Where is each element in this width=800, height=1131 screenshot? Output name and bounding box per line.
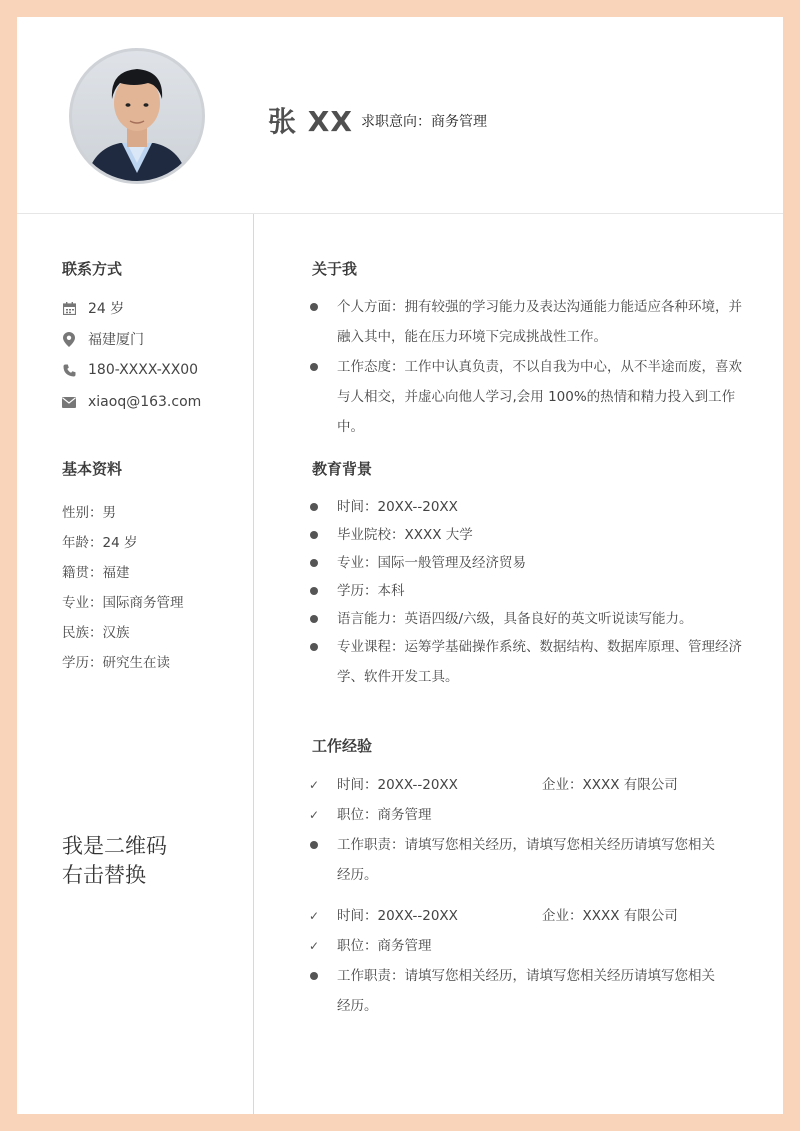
bullet-icon	[310, 587, 318, 595]
about-item	[312, 292, 752, 352]
basic-major: 专业：国际商务管理	[62, 595, 184, 611]
calendar-icon	[62, 301, 76, 315]
work-company: 企业：XXXX 有限公司	[542, 777, 678, 793]
work-duty-row	[312, 961, 752, 1021]
bullet-icon	[310, 559, 318, 567]
basic-info-title: 基本资料	[62, 460, 123, 478]
mail-icon	[62, 395, 76, 409]
work-title: 工作经验	[312, 737, 373, 755]
contact-phone: 180-XXXX-XX00	[88, 362, 199, 378]
contact-phone-row	[62, 360, 198, 380]
header	[17, 17, 783, 214]
bullet-icon	[310, 972, 318, 980]
qr-code-placeholder[interactable]	[62, 832, 167, 890]
qr-line-1: 我是二维码	[62, 834, 167, 858]
basic-origin: 籍贯：福建	[62, 565, 130, 581]
education-item	[312, 520, 752, 550]
qr-line-2: 右击替换	[62, 863, 146, 887]
work-time: 时间：20XX--20XX	[337, 908, 458, 924]
work-duty: 工作职责：请填写您相关经历，请填写您相关经历请填写您相关经历。	[337, 968, 715, 1014]
candidate-name: 张 XX	[268, 105, 353, 138]
contact-age: 24 岁	[88, 301, 125, 317]
education-major: 专业：国际一般管理及经济贸易	[337, 555, 526, 571]
check-icon: ✓	[309, 939, 320, 953]
education-item	[312, 576, 752, 606]
work-duty-row	[312, 830, 752, 890]
bullet-icon	[310, 531, 318, 539]
contact-title: 联系方式	[62, 260, 123, 278]
contact-email-row	[62, 392, 201, 412]
bullet-icon	[310, 503, 318, 511]
bullet-icon	[310, 643, 318, 651]
column-divider	[253, 214, 254, 1114]
profile-photo	[69, 48, 205, 184]
education-item	[312, 632, 752, 692]
basic-education: 学历：研究生在读	[62, 655, 170, 671]
check-icon: ✓	[309, 778, 320, 792]
education-school: 毕业院校：XXXX 大学	[337, 527, 473, 543]
check-icon: ✓	[309, 808, 320, 822]
bullet-icon	[310, 303, 318, 311]
contact-age-row	[62, 298, 124, 318]
education-item	[312, 548, 752, 578]
work-position-row	[309, 931, 752, 961]
basic-gender: 性别：男	[62, 505, 116, 521]
check-icon: ✓	[309, 909, 320, 923]
about-personal: 个人方面：拥有较强的学习能力及表达沟通能力能适应各种环境，并融入其中，能在压力环境下完成挑战性工作。	[337, 299, 742, 345]
phone-icon	[62, 363, 76, 377]
work-time: 时间：20XX--20XX	[337, 777, 458, 793]
education-degree: 学历：本科	[337, 583, 405, 599]
contact-location-row	[62, 329, 144, 349]
education-title: 教育背景	[312, 460, 373, 478]
basic-age: 年龄：24 岁	[62, 535, 138, 551]
work-time-row	[309, 770, 752, 800]
about-title: 关于我	[312, 260, 358, 278]
resume-sheet	[17, 17, 783, 1114]
work-position: 职位：商务管理	[337, 807, 432, 823]
work-position: 职位：商务管理	[337, 938, 432, 954]
about-attitude: 工作态度：工作中认真负责，不以自我为中心，从不半途而废，喜欢与人相交，并虚心向他人学习,会用 100%的热情和精力投入到工作中。	[337, 359, 742, 435]
work-position-row	[309, 800, 752, 830]
education-language: 语言能力：英语四级/六级，具备良好的英文听说读写能力。	[337, 611, 693, 627]
avatar-illustration	[72, 51, 202, 181]
education-courses: 专业课程：运筹学基础操作系统、数据结构、数据库原理、管理经济学、软件开发工具。	[337, 639, 742, 685]
bullet-icon	[310, 841, 318, 849]
job-intent: 求职意向：商务管理	[361, 114, 487, 130]
contact-email: xiaoq@163.com	[88, 394, 202, 410]
contact-location: 福建厦门	[88, 332, 144, 348]
bullet-icon	[310, 363, 318, 371]
education-item	[312, 492, 752, 522]
work-time-row	[309, 901, 752, 931]
basic-ethnicity: 民族：汉族	[62, 625, 130, 641]
education-time: 时间：20XX--20XX	[337, 499, 458, 515]
work-company: 企业：XXXX 有限公司	[542, 908, 678, 924]
bullet-icon	[310, 615, 318, 623]
work-duty: 工作职责：请填写您相关经历，请填写您相关经历请填写您相关经历。	[337, 837, 715, 883]
education-item	[312, 604, 752, 634]
location-icon	[62, 332, 76, 346]
about-item	[312, 352, 752, 442]
